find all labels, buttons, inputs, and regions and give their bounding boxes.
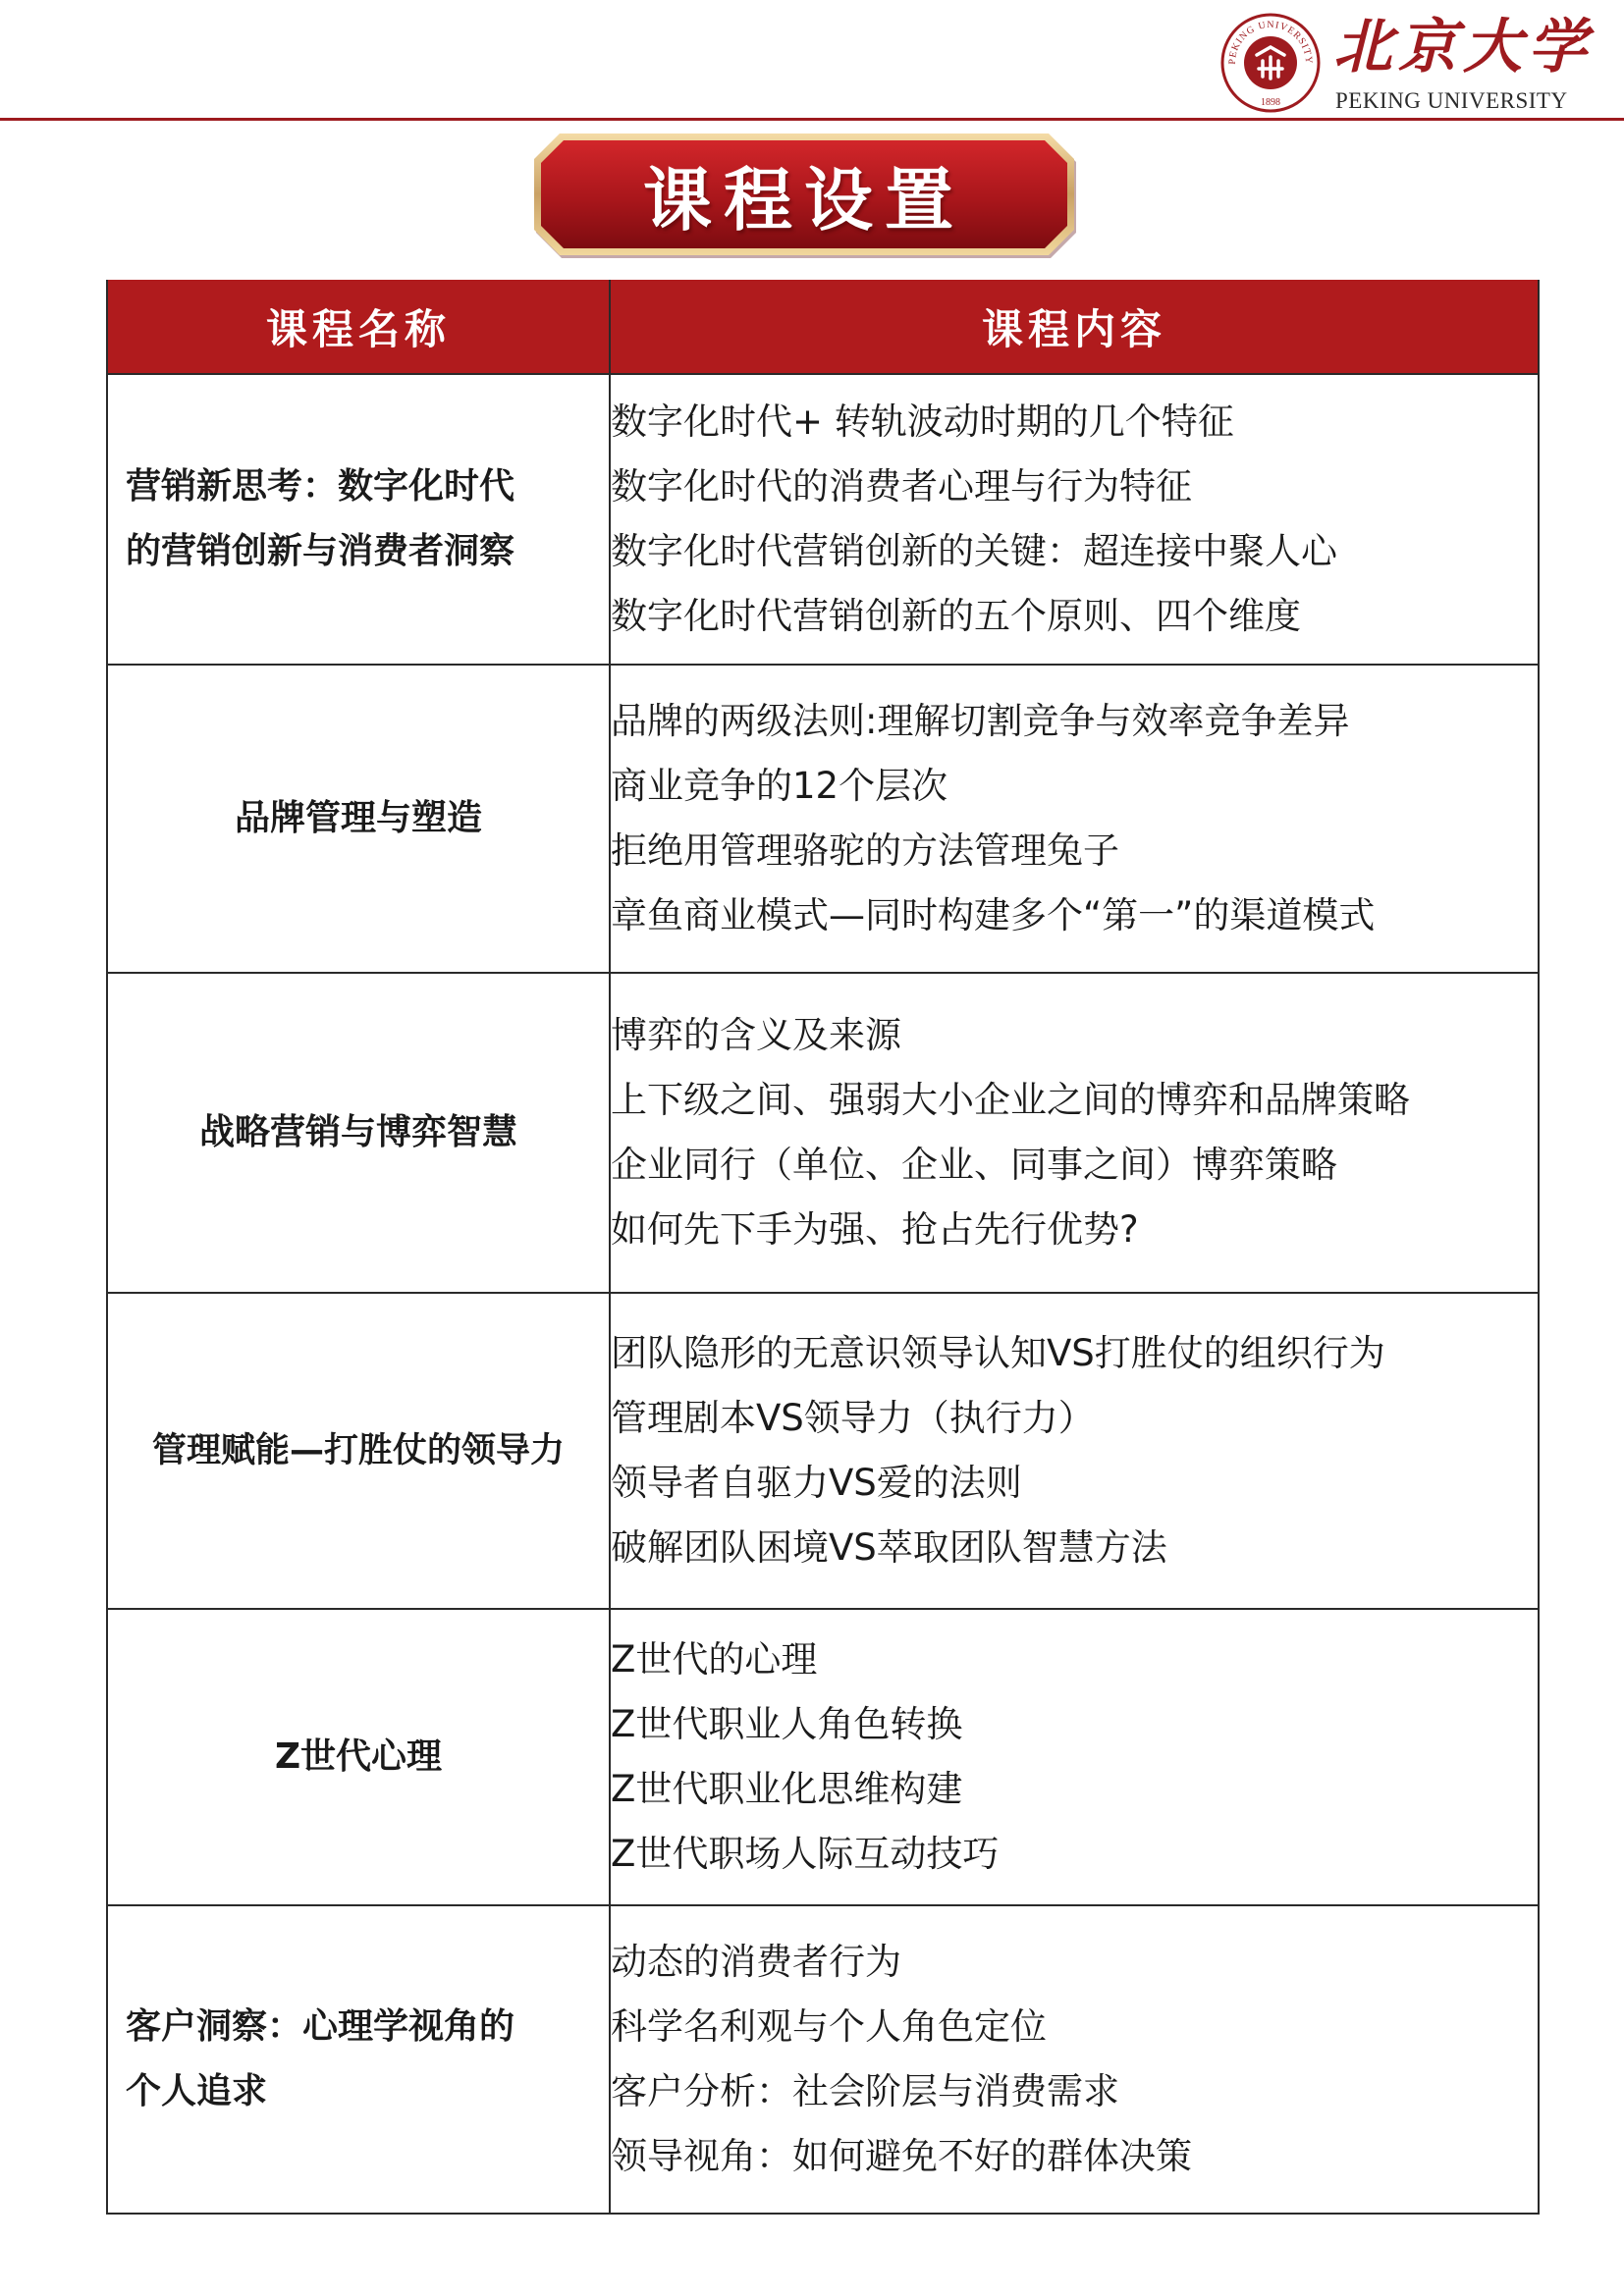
- course-name-line: 的营销创新与消费者洞察: [126, 531, 515, 571]
- table-row: [107, 374, 1539, 665]
- course-content-cell: [610, 665, 1539, 973]
- table-header-row: [107, 280, 1539, 374]
- course-content-cell: [610, 1293, 1539, 1609]
- course-name-cell: [107, 374, 610, 665]
- content-item: 领导者自驱力VS爱的法则: [611, 1462, 1022, 1504]
- page-title: 课程设置: [643, 159, 965, 240]
- seal-year: 1898: [1261, 97, 1280, 108]
- content-item: Z世代职业化思维构建: [611, 1768, 963, 1810]
- course-name-cell: [107, 1905, 610, 2214]
- course-name-line: 管理赋能—打胜仗的领导力: [151, 1431, 565, 1470]
- content-item: Z世代的心理: [611, 1638, 818, 1681]
- content-item: 上下级之间、强弱大小企业之间的博弈和品牌策略: [611, 1079, 1410, 1121]
- course-content-cell: [610, 1905, 1539, 2214]
- content-item: Z世代职场人际互动技巧: [611, 1833, 1000, 1875]
- course-name-cell: [107, 665, 610, 973]
- content-item: 数字化时代营销创新的关键：超连接中聚人心: [611, 530, 1337, 572]
- content-item: 数字化时代营销创新的五个原则、四个维度: [611, 595, 1301, 637]
- course-name-line: 品牌管理与塑造: [234, 798, 482, 838]
- course-content-cell: [610, 973, 1539, 1293]
- course-content-cell: [610, 374, 1539, 665]
- content-item: 领导视角：如何避免不好的群体决策: [611, 2135, 1192, 2177]
- content-item: 品牌的两级法则:理解切割竞争与效率竞争差异: [611, 700, 1350, 742]
- course-name-line: 营销新思考：数字化时代: [126, 466, 515, 507]
- content-item: 动态的消费者行为: [611, 1941, 901, 1983]
- header-divider: [0, 118, 1624, 121]
- content-item: 如何先下手为强、抢占先行优势?: [611, 1208, 1139, 1251]
- table-row: [107, 973, 1539, 1293]
- content-item: 博弈的含义及来源: [611, 1014, 901, 1056]
- content-item: Z世代职业人角色转换: [611, 1703, 963, 1745]
- content-item: 数字化时代+ 转轨波动时期的几个特征: [611, 400, 1234, 443]
- table-row: [107, 1905, 1539, 2214]
- content-item: 拒绝用管理骆驼的方法管理兔子: [611, 829, 1119, 872]
- header-course-name: 课程名称: [107, 280, 610, 374]
- table-row: [107, 1293, 1539, 1609]
- course-name-line: 客户洞察：心理学视角的: [126, 2006, 515, 2047]
- course-name-cell: [107, 1609, 610, 1905]
- course-table: [106, 280, 1540, 2215]
- content-item: 团队隐形的无意识领导认知VS打胜仗的组织行为: [611, 1332, 1385, 1374]
- title-banner: [530, 130, 1078, 259]
- peking-university-logo: [1208, 8, 1620, 118]
- course-name-line: 个人追求: [126, 2071, 268, 2111]
- content-item: 数字化时代的消费者心理与行为特征: [611, 465, 1192, 507]
- content-item: 企业同行（单位、企业、同事之间）博弈策略: [611, 1144, 1337, 1186]
- logo-english-name: PEKING UNIVERSITY: [1335, 88, 1568, 113]
- header-course-content: 课程内容: [610, 280, 1539, 374]
- course-name-line: 战略营销与博弈智慧: [198, 1112, 517, 1152]
- content-item: 破解团队困境VS萃取团队智慧方法: [611, 1526, 1167, 1569]
- content-item: 商业竞争的12个层次: [611, 765, 948, 807]
- seal-ring-text: PEKING UNIVERSITY: [1226, 19, 1315, 65]
- content-item: 客户分析：社会阶层与消费需求: [611, 2070, 1119, 2112]
- logo-chinese-name: 北京大学: [1333, 13, 1593, 81]
- content-item: 章鱼商业模式—同时构建多个“第一”的渠道模式: [611, 894, 1376, 936]
- course-content-cell: [610, 1609, 1539, 1905]
- course-name-line: Z世代心理: [274, 1736, 443, 1777]
- course-name-cell: [107, 973, 610, 1293]
- course-name-cell: [107, 1293, 610, 1609]
- table-row: [107, 665, 1539, 973]
- content-item: 管理剧本VS领导力（执行力）: [611, 1397, 1095, 1439]
- content-item: 科学名利观与个人角色定位: [611, 2005, 1047, 2048]
- table-row: [107, 1609, 1539, 1905]
- university-seal-icon: [1219, 12, 1322, 114]
